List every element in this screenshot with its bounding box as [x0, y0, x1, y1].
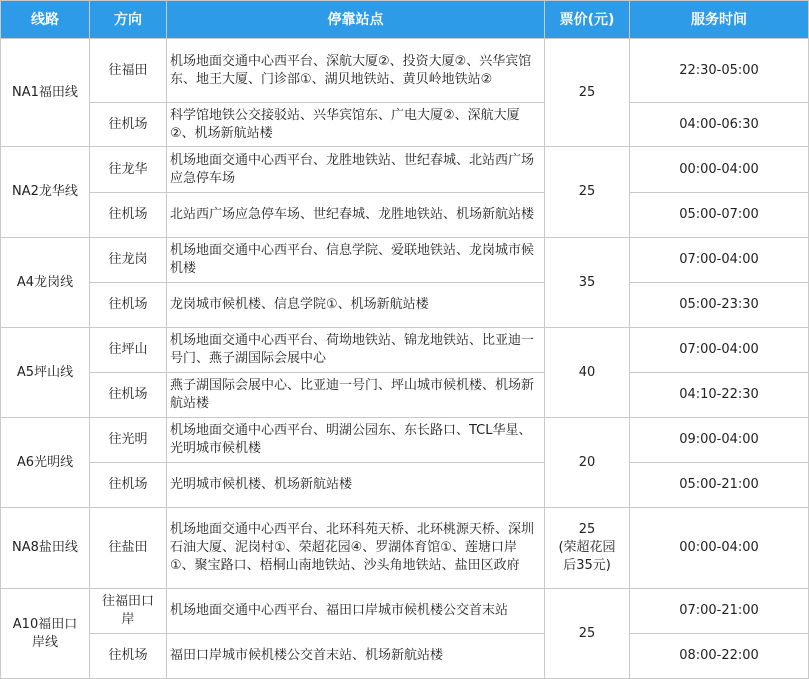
- service-time: 05:00-07:00: [630, 193, 809, 238]
- ticket-price: 25 (荣超花园后35元): [545, 508, 630, 589]
- service-time: 05:00-21:00: [630, 463, 809, 508]
- service-time: 00:00-04:00: [630, 147, 809, 193]
- ticket-price: 25: [545, 147, 630, 238]
- stops: 燕子湖国际会展中心、比亚迪一号门、坪山城市候机楼、机场新航站楼: [167, 373, 545, 418]
- stops: 机场地面交通中心西平台、深航大厦②、投资大厦②、兴华宾馆东、地王大厦、门诊部①、湖贝地铁站、黄贝岭地铁站②: [167, 39, 545, 103]
- stops: 北站西广场应急停车场、世纪春城、龙胜地铁站、机场新航站楼: [167, 193, 545, 238]
- ticket-price: 25: [545, 589, 630, 679]
- service-time: 04:00-06:30: [630, 103, 809, 147]
- direction: 往机场: [90, 283, 167, 328]
- ticket-price: 35: [545, 238, 630, 328]
- stops: 机场地面交通中心西平台、福田口岸城市候机楼公交首末站: [167, 589, 545, 634]
- table-row: [1, 193, 809, 238]
- route-name: NA1福田线: [1, 39, 90, 147]
- stops: 机场地面交通中心西平台、荷坳地铁站、锦龙地铁站、比亚迪一号门、燕子湖国际会展中心: [167, 328, 545, 373]
- ticket-price: 25: [545, 39, 630, 147]
- table-row: [1, 418, 809, 463]
- stops: 机场地面交通中心西平台、明湖公园东、东长路口、TCL华星、光明城市候机楼: [167, 418, 545, 463]
- table-row: [1, 634, 809, 679]
- direction: 往机场: [90, 373, 167, 418]
- direction: 往坪山: [90, 328, 167, 373]
- stops: 机场地面交通中心西平台、北环科苑天桥、北环桃源天桥、深圳石油大厦、泥岗村①、荣超花园④、罗湖体育馆①、莲塘口岸①、聚宝路口、梧桐山南地铁站、沙头角地铁站、盐田区政府: [167, 508, 545, 589]
- table-body: [1, 39, 809, 679]
- direction: 往机场: [90, 634, 167, 679]
- route-name: A4龙岗线: [1, 238, 90, 328]
- route-name: A6光明线: [1, 418, 90, 508]
- stops: 机场地面交通中心西平台、龙胜地铁站、世纪春城、北站西广场应急停车场: [167, 147, 545, 193]
- route-name: NA8盐田线: [1, 508, 90, 589]
- direction: 往龙华: [90, 147, 167, 193]
- direction: 往机场: [90, 463, 167, 508]
- direction: 往龙岗: [90, 238, 167, 283]
- header-direction: 方向: [90, 1, 167, 39]
- route-name: A10福田口岸线: [1, 589, 90, 679]
- stops: 龙岗城市候机楼、信息学院①、机场新航站楼: [167, 283, 545, 328]
- table-row: [1, 283, 809, 328]
- direction: 往机场: [90, 193, 167, 238]
- table-row: [1, 589, 809, 634]
- header-stops: 停靠站点: [167, 1, 545, 39]
- service-time: 05:00-23:30: [630, 283, 809, 328]
- stops: 福田口岸城市候机楼公交首末站、机场新航站楼: [167, 634, 545, 679]
- table-header: [1, 1, 809, 39]
- direction: 往盐田: [90, 508, 167, 589]
- service-time: 08:00-22:00: [630, 634, 809, 679]
- service-time: 00:00-04:00: [630, 508, 809, 589]
- route-name: A5坪山线: [1, 328, 90, 418]
- table-row: [1, 373, 809, 418]
- table-row: [1, 39, 809, 103]
- stops: 机场地面交通中心西平台、信息学院、爱联地铁站、龙岗城市候机楼: [167, 238, 545, 283]
- ticket-price: 20: [545, 418, 630, 508]
- table-row: [1, 463, 809, 508]
- route-name: NA2龙华线: [1, 147, 90, 238]
- header-row: [1, 1, 809, 39]
- direction: 往光明: [90, 418, 167, 463]
- table-row: [1, 238, 809, 283]
- service-time: 04:10-22:30: [630, 373, 809, 418]
- direction: 往机场: [90, 103, 167, 147]
- direction: 往福田口岸: [90, 589, 167, 634]
- header-line: 线路: [1, 1, 90, 39]
- table-row: [1, 147, 809, 193]
- header-service-time: 服务时间: [630, 1, 809, 39]
- stops: 科学馆地铁公交接驳站、兴华宾馆东、广电大厦②、深航大厦②、机场新航站楼: [167, 103, 545, 147]
- service-time: 07:00-04:00: [630, 328, 809, 373]
- ticket-price: 40: [545, 328, 630, 418]
- direction: 往福田: [90, 39, 167, 103]
- service-time: 09:00-04:00: [630, 418, 809, 463]
- table-row: [1, 508, 809, 589]
- table-row: [1, 103, 809, 147]
- table-row: [1, 328, 809, 373]
- service-time: 07:00-21:00: [630, 589, 809, 634]
- header-price: 票价(元): [545, 1, 630, 39]
- service-time: 07:00-04:00: [630, 238, 809, 283]
- stops: 光明城市候机楼、机场新航站楼: [167, 463, 545, 508]
- service-time: 22:30-05:00: [630, 39, 809, 103]
